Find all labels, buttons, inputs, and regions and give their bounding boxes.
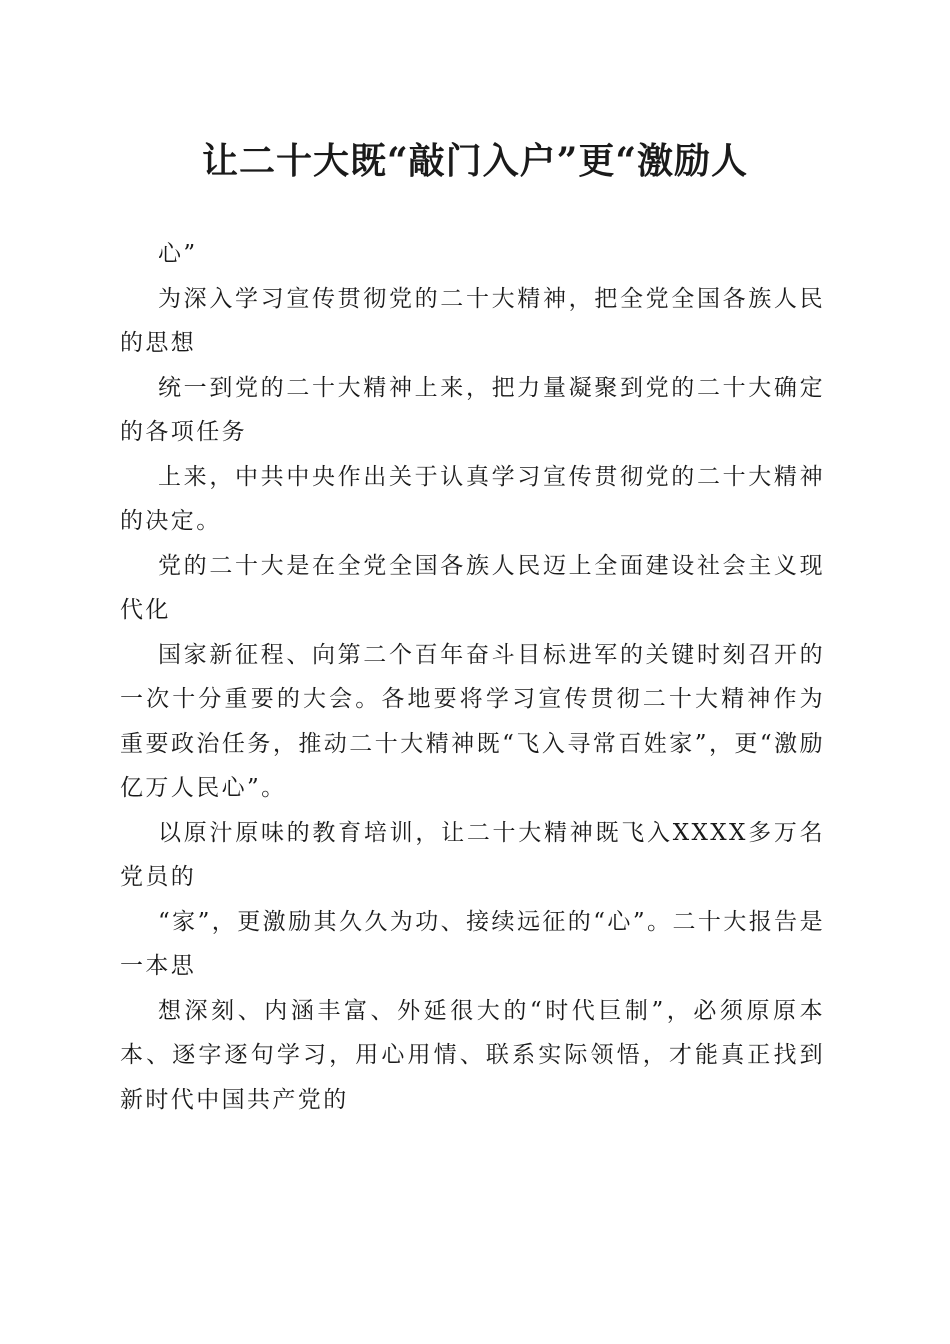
paragraph: “家”，更激励其久久为功、接续远征的“心”。二十大报告是一本思 <box>120 908 825 979</box>
paragraph: 以原汁原味的教育培训，让二十大精神既飞入XXXX多万名党员的 <box>120 819 825 890</box>
paragraph: 心” <box>158 241 198 267</box>
paragraph: 上来，中共中央作出关于认真学习宣传贯彻党的二十大精神的决定。 <box>120 463 825 534</box>
paragraph: 国家新征程、向第二个百年奋斗目标进军的关键时刻召开的一次十分重要的大会。各地要将学习宣传贯彻二十大精神作为重要政治任务，推动二十大精神既“飞入寻常百姓家”，更“激励亿万人民心”。 <box>120 641 825 801</box>
paragraph: 统一到党的二十大精神上来，把力量凝聚到党的二十大确定的各项任务 <box>120 374 825 445</box>
paragraph: 想深刻、内涵丰富、外延很大的“时代巨制”，必须原原本本、逐字逐句学习，用心用情、联系实际领悟，才能真正找到新时代中国共产党的 <box>120 997 825 1113</box>
document-body <box>120 232 825 1122</box>
paragraph: 党的二十大是在全党全国各族人民迈上全面建设社会主义现代化 <box>120 552 825 623</box>
paragraph: 为深入学习宣传贯彻党的二十大精神，把全党全国各族人民的思想 <box>120 285 825 356</box>
document-title: 让二十大既“敲门入户”更“激励人 <box>201 140 749 182</box>
